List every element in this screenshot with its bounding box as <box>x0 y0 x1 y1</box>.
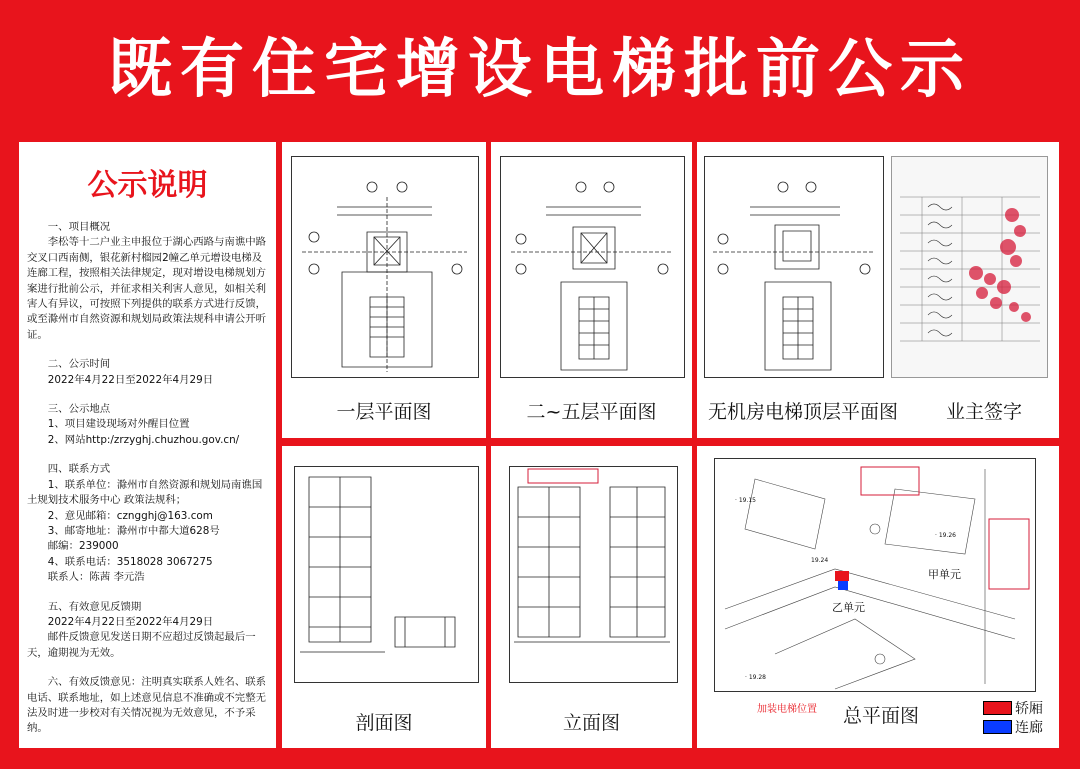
legend-car-label: 轿厢 <box>1015 701 1043 717</box>
floor1-drawing <box>291 156 479 378</box>
site-caption: 总平面图 <box>842 705 919 727</box>
legend-corridor-label: 连廊 <box>1015 720 1043 736</box>
notice-paragraph: 1、项目建设现场对外醒目位置 <box>47 418 190 431</box>
legend-car-swatch <box>983 701 1012 715</box>
floor2-5-caption: 二~五层平面图 <box>526 401 657 423</box>
floor1-cell <box>282 142 486 438</box>
notice-paragraph: 邮件反馈意见发送日期不应超过反馈起最后一天，逾期视为无效。 <box>27 631 256 659</box>
section-caption: 剖面图 <box>355 712 413 734</box>
section-cell <box>282 446 486 748</box>
notice-paragraph: 李松等十二户业主申报位于湖心西路与南谯中路交叉口西南侧，银花新村榴园2幢乙单元增设电梯及连廊工程，按照相关法律规定，现对增设电梯规划方案进行批前公示，并征求相关利害人意见，如相关利害人有异议，可按照下列提供的联系方式进行反馈，或至滁州市自然资源和规划局政策法规科申请公开听证。 <box>27 236 266 341</box>
notice-paragraph: 2、意见邮箱：czngghj@163.com <box>47 509 213 522</box>
signatures-caption: 业主签字 <box>945 401 1022 423</box>
elevation-cell <box>491 446 692 748</box>
unit-b-label: 乙单元 <box>832 601 865 614</box>
notice-paragraph: 六、有效反馈意见：注明真实联系人姓名、联系电话、联系地址，如上述意见信息不准确或不完整无法及时进一步校对有关情况视为无效意见，不予采纳。 <box>27 676 266 735</box>
roof-caption: 无机房电梯顶层平面图 <box>707 401 898 423</box>
site-plan-cell <box>697 446 1059 748</box>
page-title: 既有住宅增设电梯批前公示 <box>108 33 972 107</box>
notice-paragraph: 3、邮寄地址：滁州市中都大道628号 <box>47 524 220 537</box>
notice-paragraph: 1、联系单位：滁州市自然资源和规划局南谯国土规划技术服务中心 政策法规科； <box>27 478 263 507</box>
notice-spacer <box>27 448 271 462</box>
notice-paragraph: 五、有效意见反馈期 <box>47 600 142 613</box>
notice-spacer <box>27 388 271 402</box>
elevator-position-annotation: 加装电梯位置 <box>757 704 817 715</box>
notice-paragraph: 2、网站http:/zrzyghj.chuzhou.gov.cn/ <box>47 433 240 446</box>
notice-spacer <box>27 343 271 357</box>
svg-text:· 19.28: · 19.28 <box>745 674 766 681</box>
svg-text:· 19.26: · 19.26 <box>935 532 956 539</box>
elevation-caption: 立面图 <box>562 712 620 734</box>
notice-paragraph: 四、联系方式 <box>47 463 111 476</box>
unit-a-label: 甲单元 <box>928 568 961 581</box>
notice-panel <box>19 142 276 748</box>
notice-paragraph: 2022年4月22日至2022年4月29日 <box>47 615 214 628</box>
notice-paragraph: 2022年4月22日至2022年4月29日 <box>47 373 214 386</box>
floor1-caption: 一层平面图 <box>336 401 432 423</box>
notice-body <box>27 220 271 737</box>
elevation-drawing <box>509 466 678 683</box>
notice-paragraph: 邮编：239000 <box>47 540 119 553</box>
site-plan-drawing <box>714 458 1036 692</box>
owner-signature-sheet <box>891 156 1048 378</box>
notice-paragraph: 4、联系电话：3518028 3067275 <box>47 555 213 568</box>
floor2-5-drawing <box>500 156 685 378</box>
notice-paragraph: 二、公示时间 <box>47 358 111 371</box>
section-drawing <box>294 466 479 683</box>
svg-text:· 19.15: · 19.15 <box>735 497 756 504</box>
roof-drawing <box>704 156 884 378</box>
notice-paragraph: 三、公示地点 <box>47 403 111 416</box>
notice-spacer <box>27 586 271 600</box>
notice-spacer <box>27 661 271 675</box>
notice-paragraph: 一、项目概况 <box>47 221 111 233</box>
svg-text:19.24: 19.24 <box>811 557 829 564</box>
notice-paragraph: 联系人：陈茜 李元浩 <box>47 571 145 584</box>
floor2-5-cell <box>491 142 692 438</box>
notice-heading: 公示说明 <box>87 168 208 203</box>
legend-corridor-swatch <box>983 720 1012 734</box>
roof-signature-cell <box>697 142 1059 438</box>
